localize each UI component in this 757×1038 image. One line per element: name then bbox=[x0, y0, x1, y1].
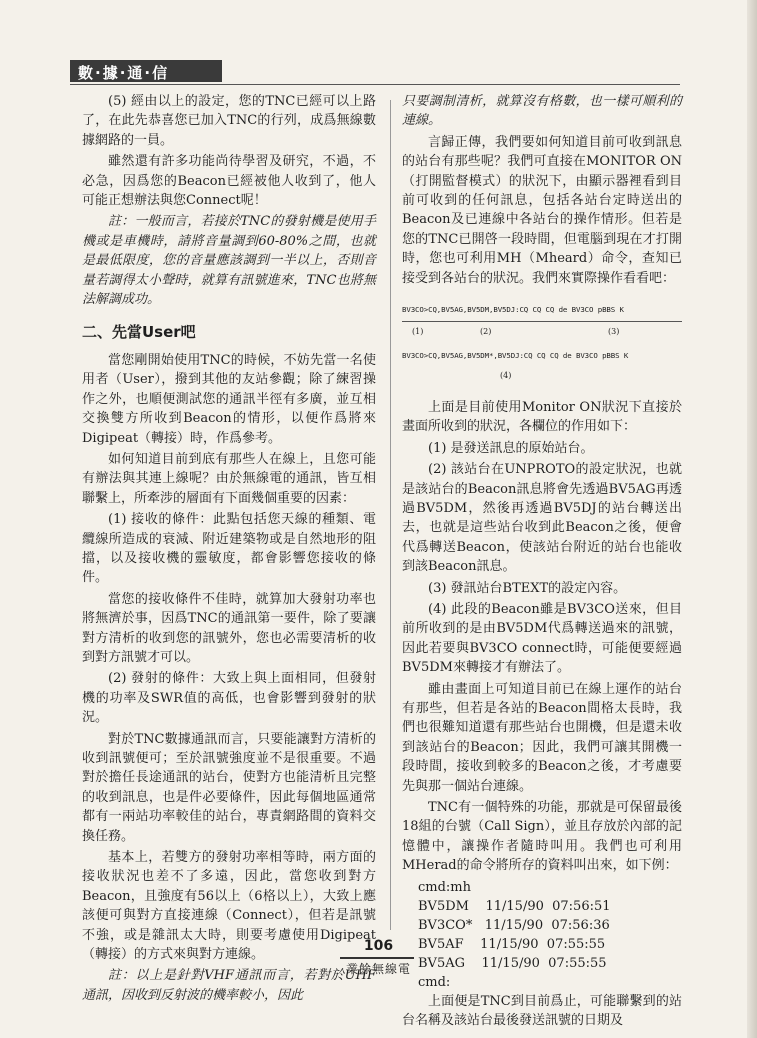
right-column bbox=[402, 92, 682, 1032]
section-header-title: 數·據·通·信 bbox=[78, 64, 170, 82]
mh-output-line: BV5AF 11/15/90 07:55:55 bbox=[418, 936, 606, 952]
paragraph: 當您剛開始使用TNC的時候，不妨先當一名使用者（User），撥到其他的友站參觀；除了練習操作之外，也順便測試您的通訊半徑有多廣，並互相交換雙方所收到Beacon的情形，以便作爲將來Digipeat（轉接）時，作爲參考。 bbox=[82, 352, 376, 446]
paragraph: (2) 發射的條件：大致上與上面相同，但發射機的功率及SWR值的高低，也會影響到發射的狀況。 bbox=[82, 671, 376, 726]
footer-rule bbox=[340, 957, 414, 959]
paragraph: 雖然還有許多功能尚待學習及研究，不過，不必急，因爲您的Beacon已經被他人收到了，他人可能正想辦法與您Connect呢！ bbox=[82, 154, 376, 209]
publication-name: 業餘無線電 bbox=[345, 962, 411, 976]
paragraph: 上面便是TNC到目前爲止，可能聯繫到的站台名稱及該站台最後發送訊號的日期及 bbox=[402, 993, 682, 1029]
paragraph: (3) 發訊站台BTEXT的設定內容。 bbox=[428, 580, 627, 596]
paragraph: 基本上，若雙方的發射功率相等時，兩方面的接收狀況也差不了多遠，因此，當您收到對方Beacon，且強度有56以上（6格以上），大致上應該便可與對方直接連線（Connect），但若是訊號不強，或是雜訊太大時，則要考慮使用Digipeat（轉接）的方式來與對方連線。 bbox=[82, 850, 376, 963]
note-paragraph: 註：一般而言，若接於TNC的發射機是使用手機或是車機時，請將音量調到60-80%之間，也就是最低限度，您的音量應該調到一半以上，否則音量若調得太小聲時，就算有訊號進來，TNC也將無法解調成功。 bbox=[82, 214, 376, 308]
mh-output-line: cmd:mh bbox=[418, 879, 472, 895]
marker-4: (4) bbox=[500, 370, 512, 380]
mh-output-line: BV5DM 11/15/90 07:56:51 bbox=[418, 898, 611, 914]
monitor-example-line-1: BV3CO>CQ,BV5AG,BV5DM,BV5DJ:CQ CQ CQ de BV3CO pBBS K bbox=[402, 305, 624, 315]
paragraph: TNC有一個特殊的功能，那就是可保留最後18組的台號（Call Sign），並且存放於內部的記憶體中，讓操作者隨時叫用。我們也可利用MHerad的命令將所存的資料叫出來，如下例： bbox=[402, 800, 682, 874]
header-rule bbox=[70, 84, 680, 85]
monitor-example-line-2: BV3CO>CQ,BV5AG,BV5DM*,BV5DJ:CQ CQ CQ de BV3CO pBBS K bbox=[402, 351, 629, 361]
marker-2: (2) bbox=[480, 327, 492, 337]
example-2-markers bbox=[402, 366, 682, 378]
section-heading: 二、先當User吧 bbox=[82, 323, 196, 342]
paragraph: 如何知道目前到底有那些人在線上，且您可能有辦法與其連上線呢？由於無線電的通訊，皆互相聯繫上，所牽涉的層面有下面幾個重要的因素： bbox=[82, 451, 376, 506]
paragraph: (1) 是發送訊息的原始站台。 bbox=[428, 440, 594, 456]
column-divider bbox=[390, 100, 391, 930]
paragraph: 當您的接收條件不佳時，就算加大發射功率也將無濟於事，因爲TNC的通訊第一要件，除了要讓對方清析的收到您的訊號外，您也必需要清析的收到對方訊號才可以。 bbox=[82, 591, 376, 665]
example-1-markers bbox=[402, 322, 682, 337]
paragraph: (4) 此段的Beacon雖是BV3CO送來，但目前所收到的是由BV5DM代爲轉送過來的訊號，因此若要與BV3CO connect時，可能便要經過BV5DM來轉接才有辦法了。 bbox=[402, 601, 682, 676]
page-number: 106 bbox=[363, 938, 394, 954]
paragraph: 言歸正傳，我們要如何知道目前可收到訊息的站台有那些呢？我們可直接在MONITOR ON（打開監督模式）的狀況下，由顯示器裡看到目前可收到的任何訊息，包括各站台定時送出的Beacon及已連線中各站台的操作情形。但若是您的TNC已開啓一段時間，但電腦到現在才打開時，您也可利用MH（Mheard）命令，查知已接受到各站台的狀況。我們來實際操作看看吧： bbox=[402, 134, 682, 286]
paragraph: 雖由畫面上可知道目前已在線上運作的站台有那些，但若是各站的Beacon間格太長時，我們也很難知道還有那些站台也開機，但是還未收到該站台的Beacon；因此，我們可讓其開機一段時間，接收到較多的Beacon之後，才考慮要先與那一個站台連線。 bbox=[402, 681, 682, 794]
paragraph: (5) 經由以上的設定，您的TNC已經可以上路了，在此先恭喜您已加入TNC的行列，成爲無線數據網路的一員。 bbox=[82, 94, 376, 148]
paragraph: 上面是目前使用Monitor ON狀況下直接於畫面所收到的狀況，各欄位的作用如下： bbox=[402, 399, 682, 435]
mh-output-line: BV5AG 11/15/90 07:55:55 bbox=[418, 955, 607, 971]
mh-output-line: BV3CO* 11/15/90 07:56:36 bbox=[418, 917, 610, 933]
paragraph: 對於TNC數據通訊而言，只要能讓對方清析的收到訊號便可；至於訊號強度並不是很重要。不過對於擔任長途通訊的站台，使對方也能清析且完整的收到訊息，也是件必要條件，因此每個地區通常都有一兩站功率較佳的站台，專責網路間的資料交換任務。 bbox=[82, 731, 376, 844]
page-edge-shadow bbox=[747, 0, 757, 1038]
paragraph: (1) 接收的條件：此點包括您天線的種類、電纜線所造成的衰減、附近建築物或是自然地形的阻擋，以及接收機的靈敏度，都會影響您接收的條件。 bbox=[82, 512, 376, 586]
paragraph: 只要調制清析，就算沒有格數，也一樣可順利的連線。 bbox=[402, 94, 682, 129]
left-column bbox=[82, 92, 376, 1007]
marker-1: (1) bbox=[412, 327, 424, 337]
marker-3: (3) bbox=[608, 327, 620, 337]
mh-output-line: cmd: bbox=[418, 974, 451, 990]
note-paragraph: 註：以上是針對VHF通訊而言，若對於UHF通訊，因收到反射波的機率較小，因此 bbox=[82, 968, 376, 1003]
paragraph: (2) 該站台在UNPROTO的設定狀況，也就是該站台的Beacon訊息將會先透過BV5AG再透過BV5DM，然後再透過BV5DJ的站台轉送出去，也就是這些站台收到此Beacon之後，便會代爲轉送Beacon，使該站台附近的站台也能收到該Beacon訊息。 bbox=[402, 462, 682, 575]
